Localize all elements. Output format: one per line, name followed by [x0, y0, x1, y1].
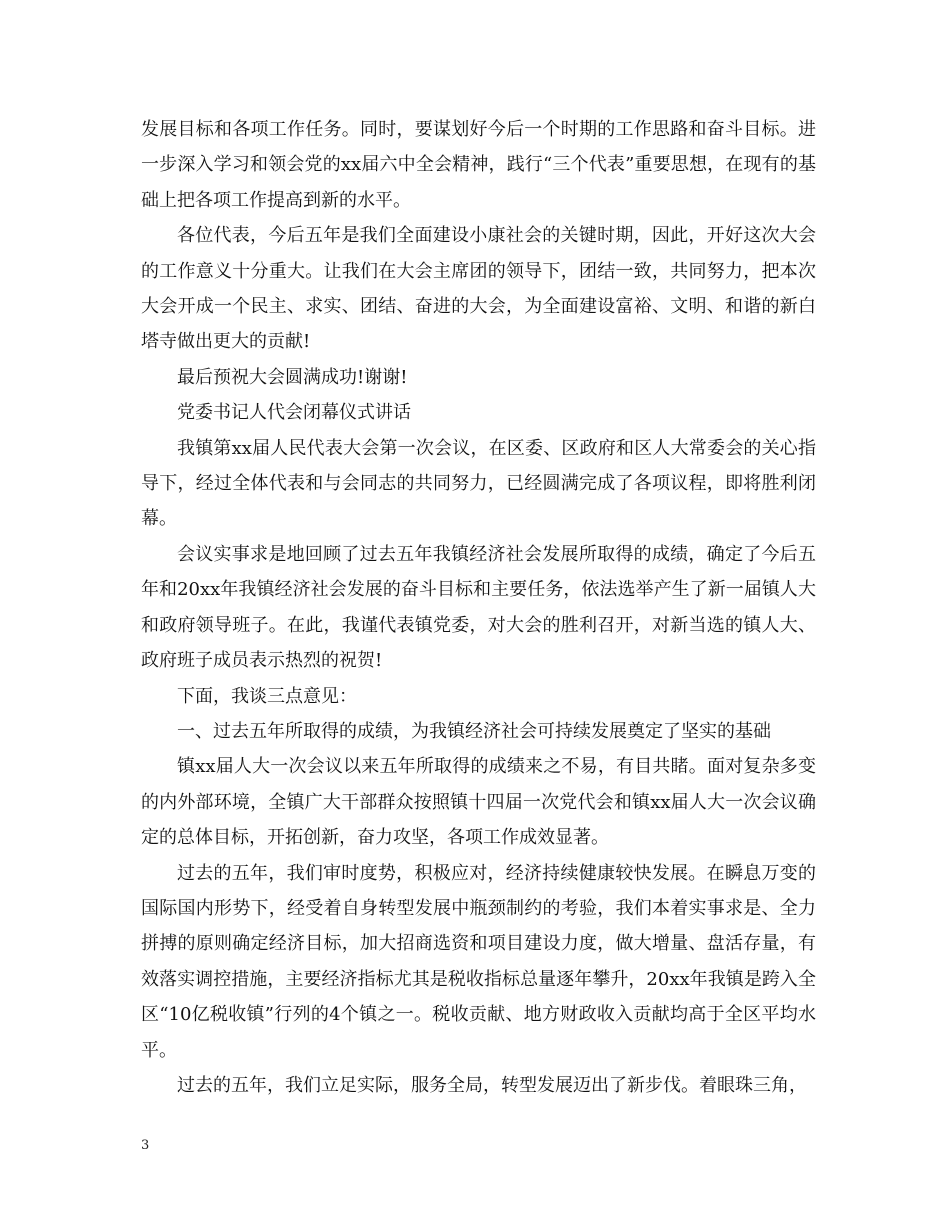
paragraph-10: 过去的五年，我们审时度势，积极应对，经济持续健康较快发展。在瞬息万变的国际国内形势下，经受着自身转型发展中瓶颈制约的考验，我们本着实事求是、全力拼搏的原则确定经济目标，加大招商选资和项目建设力度，做大增量、盘活存量，有效落实调控措施，主要经济指标尤其是税收指标总量逐年攀升，20xx年我镇是跨入全区“10亿税收镇”行列的4个镇之一。税收贡献、地方财政收入贡献均高于全区平均水平。 — [141, 862, 816, 1061]
document-body — [141, 112, 816, 1103]
paragraph-6: 会议实事求是地回顾了过去五年我镇经济社会发展所取得的成绩，确定了今后五年和20xx年我镇经济社会发展的奋斗目标和主要任务，依法选举产生了新一届镇人大和政府领导班子。在此，我谨代表镇党委，对大会的胜利召开，对新当选的镇人大、政府班子成员表示热烈的祝贺! — [141, 543, 816, 672]
paragraph-7: 下面，我谈三点意见： — [177, 685, 357, 707]
point-one-heading: 一、过去五年所取得的成绩，为我镇经济社会可持续发展奠定了坚实的基础 — [177, 720, 771, 742]
section-heading: 党委书记人代会闭幕仪式讲话 — [177, 402, 411, 424]
paragraph-5: 我镇第xx届人民代表大会第一次会议，在区委、区政府和区人大常委会的关心指导下，经过全体代表和与会同志的共同努力，已经圆满完成了各项议程，即将胜利闭幕。 — [141, 437, 816, 530]
paragraph-11: 过去的五年，我们立足实际，服务全局，转型发展迈出了新步伐。着眼珠三角， — [177, 1074, 807, 1096]
paragraph-2: 各位代表，今后五年是我们全面建设小康社会的关键时期，因此，开好这次大会的工作意义十分重大。让我们在大会主席团的领导下，团结一致，共同努力，把本次大会开成一个民主、求实、团结、奋进的大会，为全面建设富裕、文明、和谐的新白塔寺做出更大的贡献! — [141, 225, 816, 353]
page-number: 3 — [141, 1138, 150, 1153]
paragraph-1: 发展目标和各项工作任务。同时，要谋划好今后一个时期的工作思路和奋斗目标。进一步深入学习和领会党的xx届六中全会精神，践行“三个代表”重要思想，在现有的基础上把各项工作提高到新的水平。 — [141, 119, 816, 211]
paragraph-3: 最后预祝大会圆满成功!谢谢! — [177, 366, 408, 388]
paragraph-9: 镇xx届人大一次会议以来五年所取得的成绩来之不易，有目共睹。面对复杂多变的内外部环境，全镇广大干部群众按照镇十四届一次党代会和镇xx届人大一次会议确定的总体目标，开拓创新，奋力攻坚，各项工作成效显著。 — [141, 756, 816, 849]
